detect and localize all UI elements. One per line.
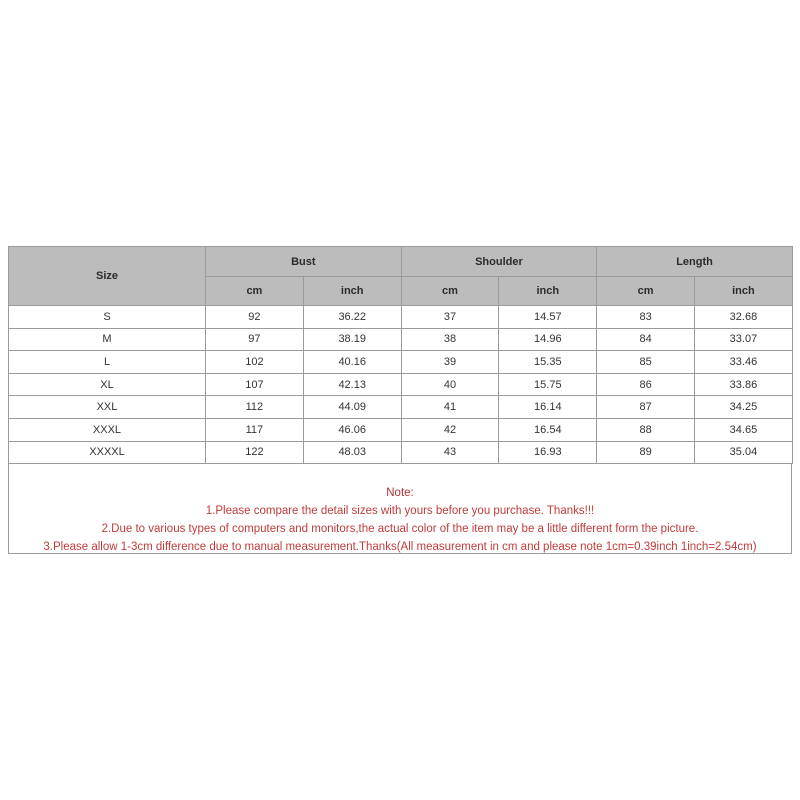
length-inch-cell: 35.04 [695, 441, 793, 464]
size-cell: M [9, 328, 206, 351]
size-cell: L [9, 351, 206, 374]
length-cm-cell: 86 [597, 373, 695, 396]
shoulder-header: Shoulder [401, 247, 597, 277]
shoulder-inch-cell: 16.54 [499, 418, 597, 441]
bust-inch-cell: 36.22 [303, 306, 401, 329]
shoulder-inch-cell: 16.93 [499, 441, 597, 464]
note-line-2: 2.Due to various types of computers and monitors,the actual color of the item may be a little different form the picture. [101, 523, 699, 536]
shoulder-inch-cell: 16.14 [499, 396, 597, 419]
shoulder-inch-cell: 14.96 [499, 328, 597, 351]
shoulder-inch-cell: 14.57 [499, 306, 597, 329]
table-row [9, 328, 793, 351]
size-table [8, 246, 793, 464]
length-cm-cell: 83 [597, 306, 695, 329]
bust-cm-cell: 112 [206, 396, 304, 419]
bust-cm-cell: 92 [206, 306, 304, 329]
length-cm-cell: 87 [597, 396, 695, 419]
bust-cm-cell: 107 [206, 373, 304, 396]
bust-header: Bust [206, 247, 402, 277]
length-header: Length [597, 247, 793, 277]
shoulder-cm-cell: 42 [401, 418, 499, 441]
shoulder-inch-cell: 15.75 [499, 373, 597, 396]
table-row [9, 306, 793, 329]
shoulder-cm-header: cm [401, 277, 499, 306]
bust-inch-cell: 40.16 [303, 351, 401, 374]
length-inch-cell: 33.46 [695, 351, 793, 374]
shoulder-cm-cell: 39 [401, 351, 499, 374]
shoulder-cm-cell: 37 [401, 306, 499, 329]
table-row [9, 351, 793, 374]
bust-inch-cell: 46.06 [303, 418, 401, 441]
size-cell: XXXL [9, 418, 206, 441]
note-line-1: 1.Please compare the detail sizes with yours before you purchase. Thanks!!! [205, 505, 595, 518]
length-cm-cell: 84 [597, 328, 695, 351]
size-chart [8, 246, 792, 554]
bust-inch-cell: 42.13 [303, 373, 401, 396]
bust-cm-cell: 102 [206, 351, 304, 374]
bust-inch-cell: 44.09 [303, 396, 401, 419]
length-cm-cell: 88 [597, 418, 695, 441]
table-row [9, 418, 793, 441]
size-cell: XXL [9, 396, 206, 419]
size-cell: S [9, 306, 206, 329]
shoulder-inch-cell: 15.35 [499, 351, 597, 374]
length-inch-header: inch [695, 277, 793, 306]
bust-inch-cell: 38.19 [303, 328, 401, 351]
length-cm-cell: 89 [597, 441, 695, 464]
bust-cm-cell: 122 [206, 441, 304, 464]
shoulder-cm-cell: 38 [401, 328, 499, 351]
note-line-3: 3.Please allow 1-3cm difference due to manual measurement.Thanks(All measurement in cm and please note 1cm=0.39inch 1inch=2.54cm) [43, 541, 757, 554]
bust-cm-header: cm [206, 277, 304, 306]
shoulder-cm-cell: 41 [401, 396, 499, 419]
length-inch-cell: 32.68 [695, 306, 793, 329]
length-cm-header: cm [597, 277, 695, 306]
length-cm-cell: 85 [597, 351, 695, 374]
length-inch-cell: 33.86 [695, 373, 793, 396]
size-cell: XXXXL [9, 441, 206, 464]
table-row [9, 441, 793, 464]
bust-cm-cell: 97 [206, 328, 304, 351]
table-row [9, 373, 793, 396]
bust-inch-header: inch [303, 277, 401, 306]
length-inch-cell: 34.25 [695, 396, 793, 419]
shoulder-cm-cell: 43 [401, 441, 499, 464]
length-inch-cell: 34.65 [695, 418, 793, 441]
bust-cm-cell: 117 [206, 418, 304, 441]
length-inch-cell: 33.07 [695, 328, 793, 351]
notes-box [8, 464, 792, 554]
size-column-header: Size [9, 247, 206, 306]
note-title: Note: [386, 487, 414, 500]
size-cell: XL [9, 373, 206, 396]
table-row [9, 396, 793, 419]
shoulder-cm-cell: 40 [401, 373, 499, 396]
bust-inch-cell: 48.03 [303, 441, 401, 464]
shoulder-inch-header: inch [499, 277, 597, 306]
